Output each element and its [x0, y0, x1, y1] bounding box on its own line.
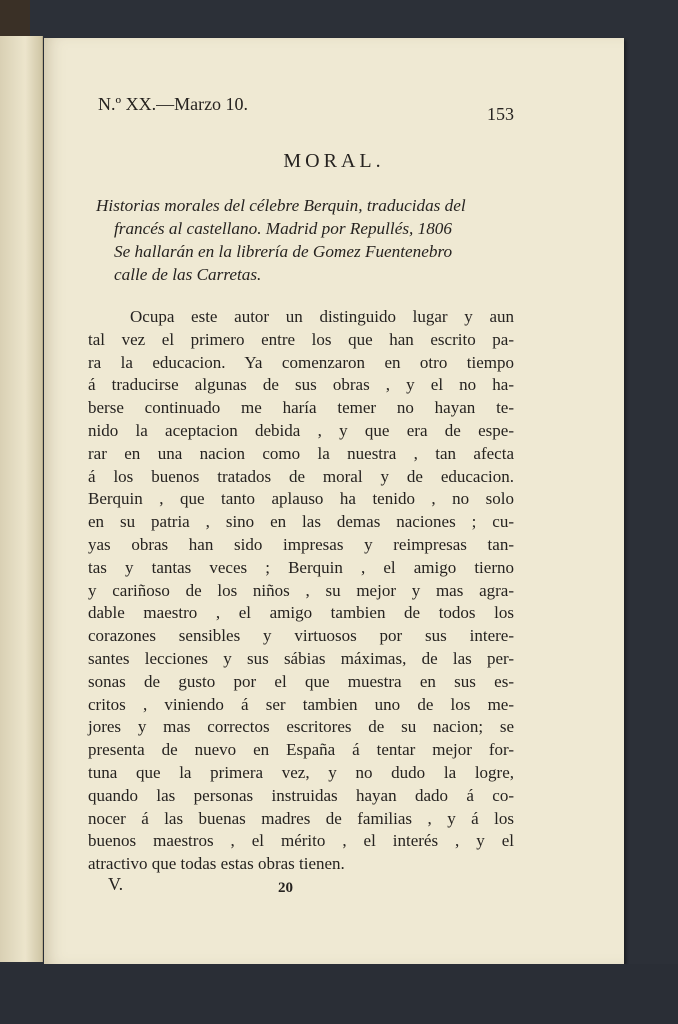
text-line: tas y tantas veces ; Berquin , el amigo tierno — [88, 557, 514, 577]
book-spine-shadow — [0, 0, 30, 36]
text-line: santes lecciones y sus sábias máximas, de las per- — [88, 648, 514, 668]
text-line: á los buenos tratados de moral y de educacion. — [88, 466, 514, 486]
text-line: tal vez el primero entre los que han escrito pa- — [88, 329, 514, 349]
text-line: corazones sensibles y virtuosos por sus intere- — [88, 626, 514, 646]
text-line: rar en una nacion como la nuestra , tan afecta — [88, 443, 514, 463]
body-text — [88, 306, 514, 876]
text-line: jores y mas correctos escritores de su nacion; se — [88, 717, 514, 737]
facing-page-edge — [0, 36, 43, 962]
text-line: berse continuado me haría temer no hayan te- — [88, 398, 514, 418]
text-line: sonas de gusto por el que muestra en sus es- — [88, 671, 514, 691]
text-line: yas obras han sido impresas y reimpresas tan- — [88, 534, 514, 554]
text-line: tuna que la primera vez, y no dudo la logre, — [88, 762, 514, 782]
citation-line: francés al castellano. Madrid por Repullés, 1806 — [114, 219, 452, 238]
text-line: nocer á las buenas madres de familias , y á los — [88, 808, 514, 828]
citation-line: calle de las Carretas. — [114, 265, 262, 284]
text-line: y cariñoso de los niños , su mejor y mas agra- — [88, 580, 514, 600]
text-line: ra la educacion. Ya comenzaron en otro tiempo — [88, 352, 514, 372]
text-line: presenta de nuevo en España á tentar mejor for- — [88, 740, 514, 760]
signature-mark: V. — [108, 874, 124, 894]
citation-line: Historias morales del célebre Berquin, traducidas del — [96, 196, 466, 215]
text-line: atractivo que todas estas obras tienen. — [88, 854, 345, 874]
text-line: buenos maestros , el mérito , el interés , y el — [88, 831, 514, 851]
text-line: Ocupa este autor un distinguido lugar y aun — [130, 307, 514, 326]
book-citation — [96, 194, 516, 286]
text-line: en su patria , sino en las demas naciones ; cu- — [88, 512, 514, 532]
section-title: MORAL. — [283, 150, 385, 172]
sheet-number: 20 — [278, 880, 293, 896]
text-line: critos , viniendo á ser tambien uno de los me- — [88, 694, 514, 714]
text-line: nido la aceptacion debida , y que era de espe- — [88, 420, 514, 440]
page-number: 153 — [487, 104, 514, 124]
text-line: dable maestro , el amigo tambien de todos los — [88, 603, 514, 623]
background-surface — [0, 964, 678, 1024]
issue-date: N.º XX.—Marzo 10. — [98, 94, 249, 114]
book-page — [44, 38, 624, 964]
text-line: quando las personas instruidas hayan dado á co- — [88, 785, 514, 805]
citation-line: Se hallarán en la librería de Gomez Fuentenebro — [114, 242, 453, 261]
text-line: á traducirse algunas de sus obras , y el no ha- — [88, 375, 514, 395]
text-line: Berquin , que tanto aplauso ha tenido , no solo — [88, 489, 514, 509]
